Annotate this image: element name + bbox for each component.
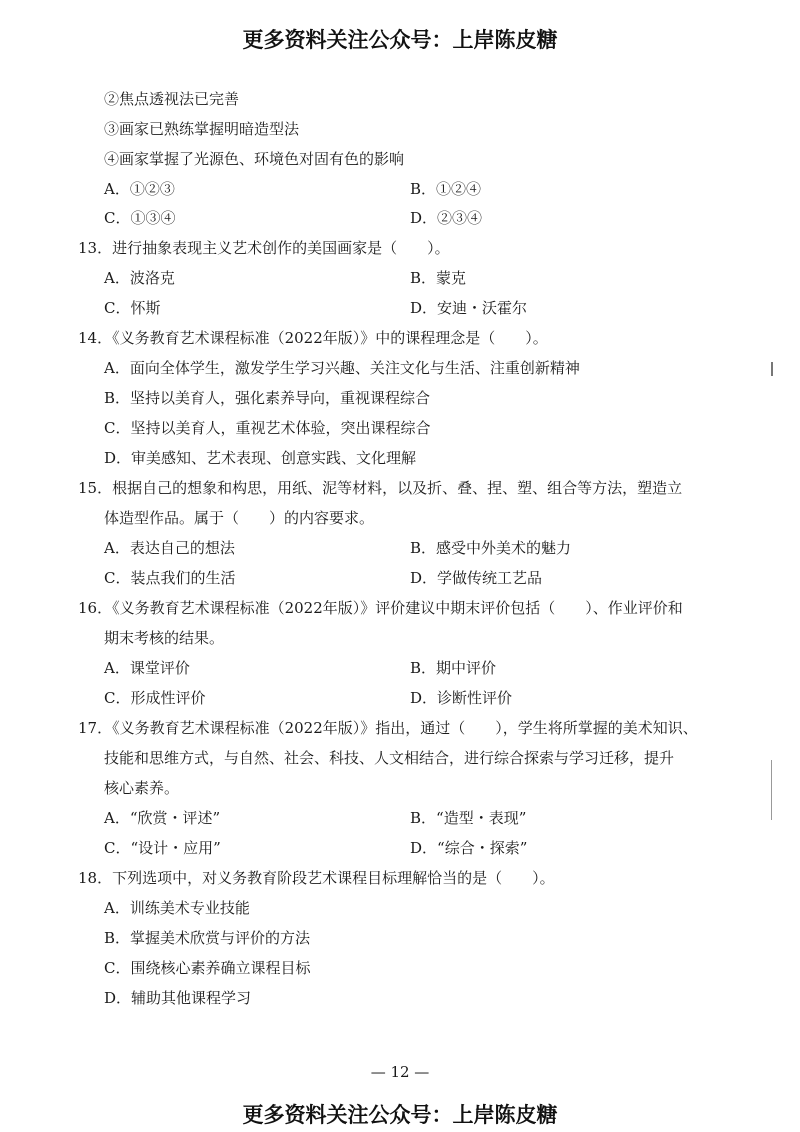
scan-edge-mark bbox=[771, 362, 773, 376]
q18-option-d: D．辅助其他课程学习 bbox=[104, 989, 252, 1007]
q17-option-a: A．“欣赏・评述” bbox=[104, 809, 221, 827]
q15-option-c: C．装点我们的生活 bbox=[104, 569, 236, 587]
q13-option-d: D．安迪・沃霍尔 bbox=[410, 299, 528, 317]
q15-stem-line2: 体造型作品。属于（ ）的内容要求。 bbox=[104, 509, 375, 527]
q16-stem-line2: 期末考核的结果。 bbox=[104, 629, 225, 647]
q18-option-c: C．围绕核心素养确立课程目标 bbox=[104, 959, 311, 977]
q14-option-c: C．坚持以美育人，重视艺术体验，突出课程综合 bbox=[104, 419, 431, 437]
q16-option-d: D．诊断性评价 bbox=[410, 689, 513, 707]
q12-option-d: D．②③④ bbox=[410, 209, 483, 227]
q13-stem: 13．进行抽象表现主义艺术创作的美国画家是（ ）。 bbox=[78, 239, 450, 257]
q12-statement-2: ②焦点透视法已完善 bbox=[104, 90, 240, 108]
page-number: — 12 — bbox=[370, 1063, 430, 1081]
q12-option-b: B．①②④ bbox=[410, 180, 482, 198]
q14-option-d: D．审美感知、艺术表现、创意实践、文化理解 bbox=[104, 449, 417, 467]
q15-option-d: D．学做传统工艺品 bbox=[410, 569, 543, 587]
q17-option-b: B．“造型・表现” bbox=[410, 809, 527, 827]
q15-stem-line1: 15．根据自己的想象和构思，用纸、泥等材料，以及折、叠、捏、塑、组合等方法，塑造立 bbox=[78, 479, 683, 497]
q13-option-a: A．波洛克 bbox=[104, 269, 175, 287]
scan-edge-mark bbox=[771, 760, 772, 820]
q18-stem: 18．下列选项中，对义务教育阶段艺术课程目标理解恰当的是（ ）。 bbox=[78, 869, 555, 887]
q17-stem-line3: 核心素养。 bbox=[104, 779, 180, 797]
q16-option-b: B．期中评价 bbox=[410, 659, 497, 677]
q14-option-a: A．面向全体学生，激发学生学习兴趣、关注文化与生活、注重创新精神 bbox=[104, 359, 580, 377]
q17-stem-line2: 技能和思维方式，与自然、社会、科技、人文相结合，进行综合探索与学习迁移，提升 bbox=[104, 749, 675, 767]
q17-option-d: D．“综合・探索” bbox=[410, 839, 528, 857]
q15-option-a: A．表达自己的想法 bbox=[104, 539, 235, 557]
q15-option-b: B．感受中外美术的魅力 bbox=[410, 539, 572, 557]
q12-statement-3: ③画家已熟练掌握明暗造型法 bbox=[104, 120, 300, 138]
q12-statement-4: ④画家掌握了光源色、环境色对固有色的影响 bbox=[104, 150, 405, 168]
q18-option-b: B．掌握美术欣赏与评价的方法 bbox=[104, 929, 311, 947]
q17-option-c: C．“设计・应用” bbox=[104, 839, 221, 857]
q17-stem-line1: 17．《义务教育艺术课程标准（2022年版）》指出，通过（ ），学生将所掌握的美术知识、 bbox=[78, 719, 698, 737]
q12-option-a: A．①②③ bbox=[104, 180, 175, 198]
q16-option-c: C．形成性评价 bbox=[104, 689, 206, 707]
q14-stem: 14．《义务教育艺术课程标准（2022年版）》中的课程理念是（ ）。 bbox=[78, 329, 548, 347]
q14-option-b: B．坚持以美育人，强化素养导向，重视课程综合 bbox=[104, 389, 431, 407]
q13-option-c: C．怀斯 bbox=[104, 299, 161, 317]
q16-option-a: A．课堂评价 bbox=[104, 659, 190, 677]
watermark-header: 更多资料关注公众号：上岸陈皮糖 bbox=[242, 28, 558, 52]
q12-option-c: C．①③④ bbox=[104, 209, 176, 227]
watermark-footer: 更多资料关注公众号：上岸陈皮糖 bbox=[242, 1103, 558, 1127]
q16-stem-line1: 16．《义务教育艺术课程标准（2022年版）》评价建议中期末评价包括（ ）、作业评价和 bbox=[78, 599, 683, 617]
q13-option-b: B．蒙克 bbox=[410, 269, 467, 287]
q18-option-a: A．训练美术专业技能 bbox=[104, 899, 250, 917]
